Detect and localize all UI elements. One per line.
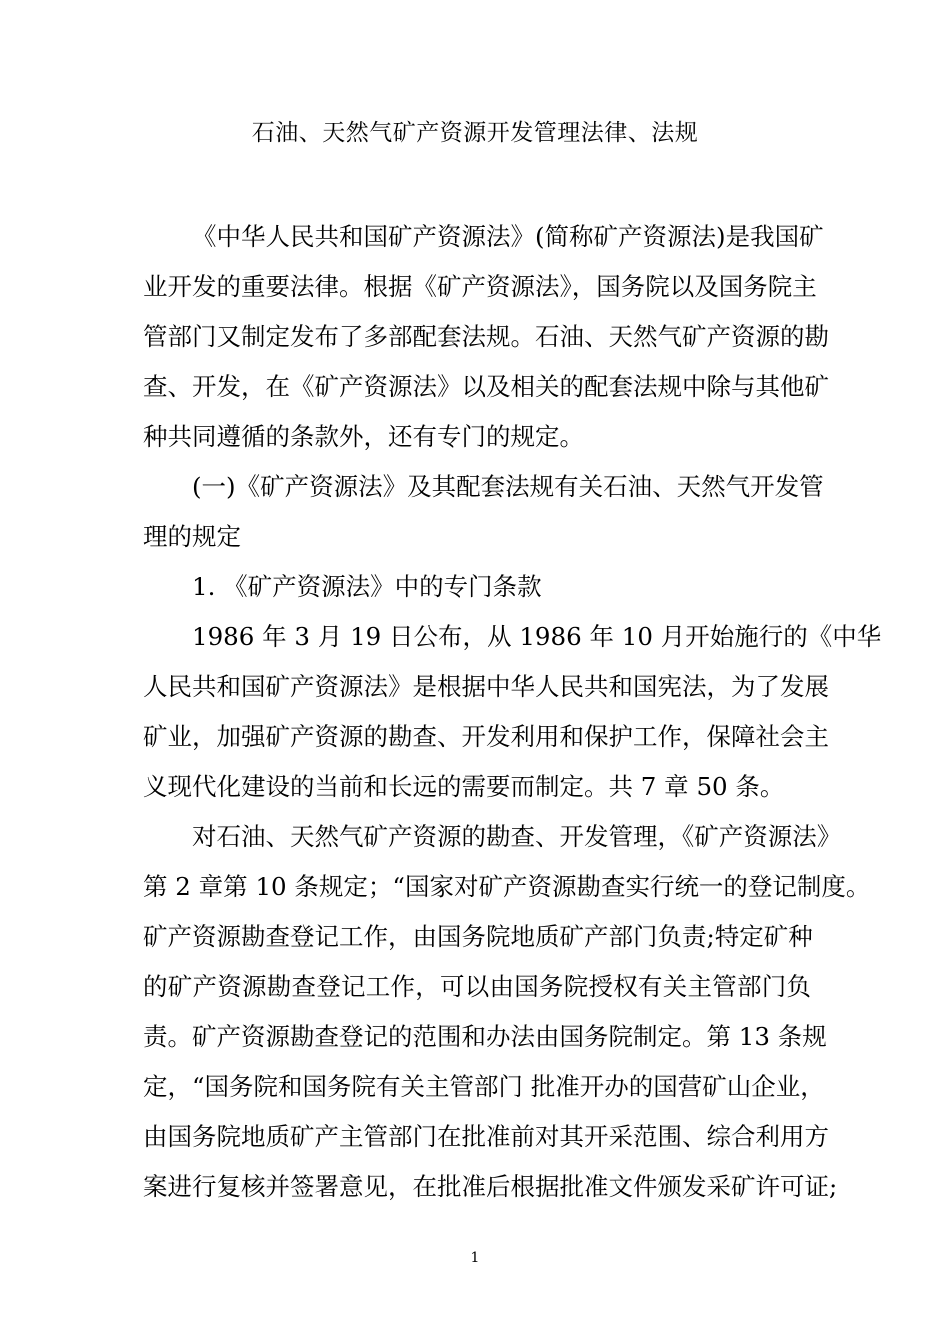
paragraph-line: 查、开发，在《矿产资源法》以及相关的配套法规中除与其他矿 bbox=[143, 372, 829, 401]
paragraph-line: 责。矿产资源勘查登记的范围和办法由国务院制定。第 13 条规 bbox=[143, 1022, 827, 1051]
paragraph-line: 1986 年 3 月 19 日公布，从 1986 年 10 月开始施行的《中华 bbox=[192, 622, 882, 651]
paragraph-line: 业开发的重要法律。根据《矿产资源法》，国务院以及国务院主 bbox=[143, 272, 817, 301]
subsection-heading: 1. 《矿产资源法》中的专门条款 bbox=[192, 572, 542, 601]
paragraph-line: 种共同遵循的条款外，还有专门的规定。 bbox=[143, 422, 584, 451]
paragraph-line: 由国务院地质矿产主管部门在批准前对其开采范围、综合利用方 bbox=[143, 1122, 829, 1151]
document-title: 石油、天然气矿产资源开发管理法律、法规 bbox=[251, 120, 699, 146]
document-body bbox=[143, 212, 882, 1212]
paragraph-line: 的矿产资源勘查登记工作，可以由国务院授权有关主管部门负 bbox=[143, 972, 811, 1001]
paragraph-line: 义现代化建设的当前和长远的需要而制定。共 7 章 50 条。 bbox=[143, 772, 785, 801]
paragraph-line: 《中华人民共和国矿产资源法》(简称矿产资源法)是我国矿 bbox=[192, 222, 824, 251]
paragraph-line: 第 2 章第 10 条规定；“国家对矿产资源勘查实行统一的登记制度。 bbox=[143, 872, 871, 901]
paragraph-line: 案进行复核并签署意见，在批准后根据批准文件颁发采矿许可证; bbox=[143, 1172, 838, 1201]
paragraph-line: 人民共和国矿产资源法》是根据中华人民共和国宪法，为了发展 bbox=[143, 672, 829, 701]
paragraph-line: 矿业，加强矿产资源的勘查、开发利用和保护工作，保障社会主 bbox=[143, 722, 829, 751]
page-number: 1 bbox=[470, 1250, 480, 1266]
paragraph-line: 矿产资源勘查登记工作，由国务院地质矿产部门负责;特定矿种 bbox=[143, 922, 813, 951]
paragraph-line: 对石油、天然气矿产资源的勘查、开发管理，《矿产资源法》 bbox=[192, 822, 842, 851]
paragraph-line: 管部门又制定发布了多部配套法规。石油、天然气矿产资源的勘 bbox=[143, 322, 829, 351]
section-heading-line: 理的规定 bbox=[143, 522, 241, 551]
section-heading-line: (一)《矿产资源法》及其配套法规有关石油、天然气开发管 bbox=[192, 472, 824, 501]
paragraph-line: 定，“国务院和国务院有关主管部门 批准开办的国营矿山企业， bbox=[143, 1072, 825, 1101]
